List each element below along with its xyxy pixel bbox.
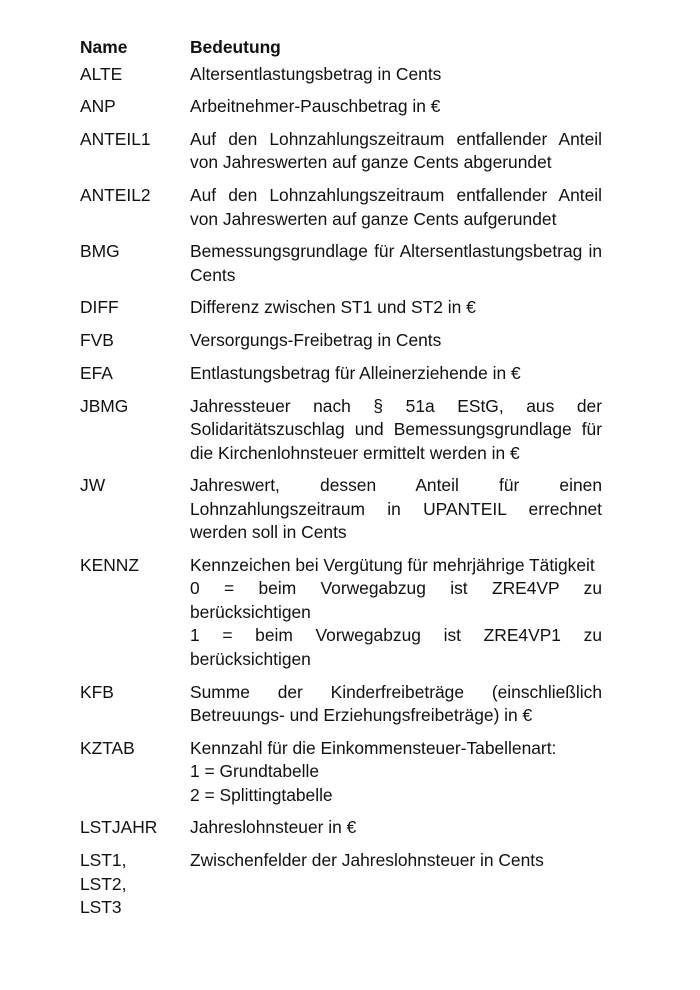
meaning-line: Jahreswert, dessen Anteil für einen Lohnzahlungszeitraum in UPANTEIL errechnet werden soll in Cents [190,475,602,543]
table-row [80,816,602,849]
meaning-line: Jahreslohnsteuer in € [190,817,357,838]
variable-name-line: KFB [80,681,114,702]
meaning-line: Jahressteuer nach § 51a EStG, aus der Solidaritätszuschlag und Bemessungsgrundlage für die Kirchenlohnsteuer ermittelt werden in € [190,395,602,463]
variable-name-line: LST1, [80,850,127,871]
variable-name [80,329,190,362]
variable-name [80,554,190,681]
variable-name-line: ANTEIL1 [80,128,151,149]
meaning-line: 2 = Splittingtabelle [190,784,333,805]
meaning-line: Summe der Kinderfreibeträge (einschließlich Betreuungs- und Erziehungsfreibeträge) in € [190,681,602,726]
variable-name-line: JW [80,475,106,496]
variable-name [80,128,190,184]
variable-name-line: ANTEIL2 [80,185,151,206]
meaning-line: Entlastungsbetrag für Alleinerziehende in € [190,362,521,383]
table-row [80,362,602,395]
variable-name [80,737,190,817]
table-row [80,184,602,240]
meaning-line: Zwischenfelder der Jahreslohnsteuer in Cents [190,850,544,871]
table-row [80,329,602,362]
variable-name [80,849,190,929]
variable-meaning [190,554,602,681]
table-row [80,474,602,554]
variable-meaning [190,737,602,817]
variable-name-line: JBMG [80,395,129,416]
definition-table [80,36,602,929]
table-row [80,128,602,184]
variable-name [80,296,190,329]
variable-name [80,474,190,554]
table-row [80,554,602,681]
variable-name-line: ANP [80,96,116,117]
table-row [80,395,602,475]
meaning-line: Kennzeichen bei Vergütung für mehrjährige Tätigkeit [190,554,595,575]
variable-name-line: LST3 [80,897,122,918]
variable-meaning [190,816,602,849]
meaning-line: Kennzahl für die Einkommensteuer-Tabellenart: [190,737,557,758]
table-body [80,63,602,929]
variable-meaning [190,63,602,96]
header-name: Name [80,37,128,57]
table-row [80,95,602,128]
meaning-line: Bemessungsgrundlage für Altersentlastungsbetrag in Cents [190,241,602,285]
variable-meaning [190,240,602,296]
variable-meaning [190,681,602,737]
variable-name-line: FVB [80,330,114,351]
variable-name-line: EFA [80,362,113,383]
variable-name-line: KENNZ [80,554,139,575]
variable-meaning [190,296,602,329]
variable-name-line: KZTAB [80,737,135,758]
meaning-line: Altersentlastungsbetrag in Cents [190,63,442,84]
table-row [80,737,602,817]
meaning-line: Differenz zwischen ST1 und ST2 in € [190,297,476,318]
table-row [80,849,602,929]
variable-name [80,816,190,849]
variable-name [80,681,190,737]
variable-meaning [190,128,602,184]
variable-meaning [190,849,602,929]
variable-meaning [190,184,602,240]
meaning-line: Arbeitnehmer-Pauschbetrag in € [190,96,441,117]
variable-meaning [190,362,602,395]
table-row [80,681,602,737]
meaning-line: Versorgungs-Freibetrag in Cents [190,330,442,351]
meaning-line: Auf den Lohnzahlungszeitraum entfallender Anteil von Jahreswerten auf ganze Cents abgerundet [190,128,602,173]
table-row [80,240,602,296]
variable-meaning [190,329,602,362]
meaning-line: 1 = Grundtabelle [190,761,320,782]
table-row [80,296,602,329]
table-row [80,63,602,96]
variable-name [80,395,190,475]
meaning-line: 0 = beim Vorwegabzug ist ZRE4VP zu berücksichtigen [190,578,602,622]
header-meaning: Bedeutung [190,37,281,57]
meaning-line: Auf den Lohnzahlungszeitraum entfallender Anteil von Jahreswerten auf ganze Cents aufgerundet [190,185,602,229]
table-header [80,36,602,63]
variable-name [80,240,190,296]
variable-name-line: ALTE [80,63,123,84]
variable-name [80,184,190,240]
header-row [80,36,602,63]
variable-name [80,362,190,395]
variable-meaning [190,395,602,475]
variable-name-line: BMG [80,241,120,262]
variable-name-line: LSTJAHR [80,817,158,838]
variable-meaning [190,95,602,128]
variable-name-line: DIFF [80,297,119,318]
variable-name [80,63,190,96]
variable-name-line: LST2, [80,873,127,894]
variable-name [80,95,190,128]
variable-meaning [190,474,602,554]
meaning-line: 1 = beim Vorwegabzug ist ZRE4VP1 zu berücksichtigen [190,625,602,669]
